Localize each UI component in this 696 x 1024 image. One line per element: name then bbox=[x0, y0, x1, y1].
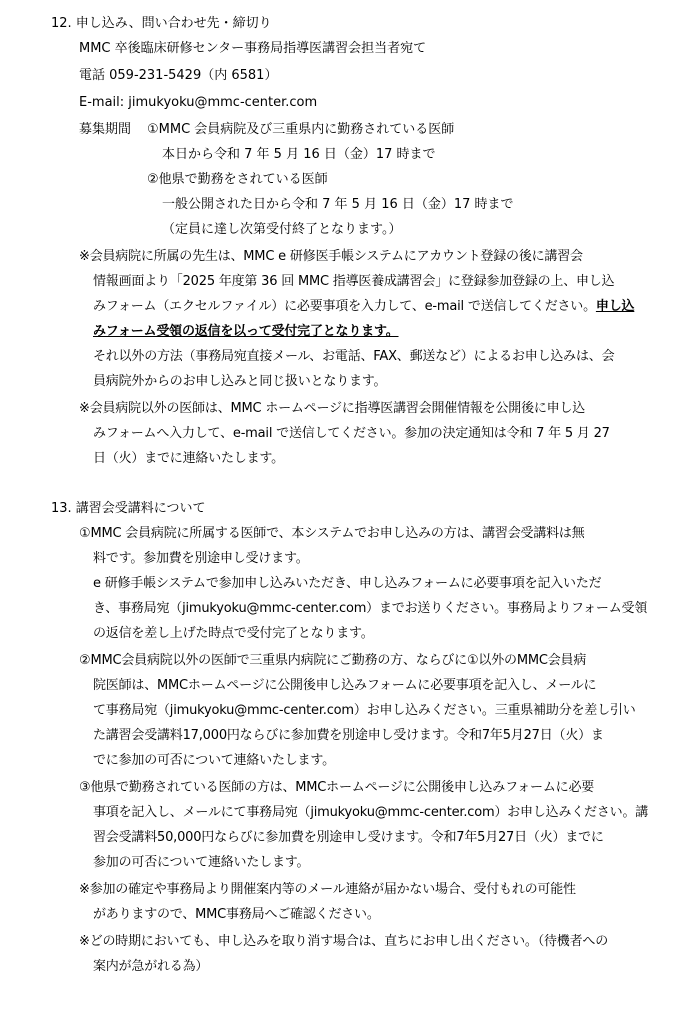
fee-item-3-line-4: 参加の可否について連絡いたします。 bbox=[93, 855, 310, 870]
fee-item-3-line-3: 習会受講料50,000円ならびに参加費を別途申し受けます。令和7年5月27日（火）までに bbox=[93, 830, 604, 845]
section-12-heading: 12. 申し込み、問い合わせ先・締切り bbox=[51, 16, 272, 31]
fee-item-1-line-1: ①MMC 会員病院に所属する医師で、本システムでお申し込みの方は、講習会受講料は無 bbox=[79, 526, 585, 541]
fee-item-2-line-1: ②MMC会員病院以外の医師で三重県内病院にご勤務の方、ならびに①以外のMMC会員病 bbox=[79, 653, 587, 668]
fee-item-1-line-2: 料です。参加費を別途申し受けます。 bbox=[93, 551, 309, 566]
fee-item-2-line-5: でに参加の可否について連絡いたします。 bbox=[93, 753, 335, 768]
note-1-line-3 bbox=[93, 298, 634, 316]
fee-item-3-line-1: ③他県で勤務されている医師の方は、MMCホームページに公開後申し込みフォームに必要 bbox=[79, 780, 595, 795]
period-1-deadline: 本日から令和 7 年 5 月 16 日（金）17 時まで bbox=[162, 147, 436, 162]
fee-item-1-line-5: の返信を差し上げた時点で受付完了となります。 bbox=[93, 626, 374, 641]
note-2-line-2: みフォームへ入力して、e-mail で送信してください。参加の決定通知は令和 7 年 5 月 27 bbox=[93, 426, 610, 441]
fee-item-2-line-2: 院医師は、MMCホームページに公開後申し込みフォームに必要事項を記入し、メールに bbox=[93, 678, 597, 693]
note-1-line-3-text: みフォーム（エクセルファイル）に必要事項を入力して、e-mail で送信してください。 bbox=[93, 299, 596, 314]
fee-note-2-line-1: ※どの時期においても、申し込みを取り消す場合は、直ちにお申し出ください。（待機者への bbox=[79, 934, 608, 949]
fee-note-2-line-2: 案内が急がれる為） bbox=[93, 959, 209, 974]
fee-item-1-line-3: e 研修手帳システムで参加申し込みいただき、申し込みフォームに必要事項を記入いただ bbox=[93, 576, 602, 591]
note-2-line-1: ※会員病院以外の医師は、MMC ホームページに指導医講習会開催情報を公開後に申し込 bbox=[79, 401, 586, 416]
note-1-line-5: それ以外の方法（事務局宛直接メール、お電話、FAX、郵送など）によるお申し込みは、会 bbox=[93, 349, 615, 364]
contact-address: MMC 卒後臨床研修センター事務局指導医講習会担当者宛て bbox=[79, 41, 427, 56]
note-2-line-3: 日（火）までに連絡いたします。 bbox=[93, 451, 284, 466]
note-1-line-6: 員病院外からのお申し込みと同じ扱いとなります。 bbox=[93, 374, 387, 389]
section-13-heading: 13. 講習会受講料について bbox=[51, 501, 206, 516]
fee-note-1-line-1: ※参加の確定や事務局より開催案内等のメール連絡が届かない場合、受付もれの可能性 bbox=[79, 882, 576, 897]
period-2: ②他県で勤務をされている医師 bbox=[147, 172, 328, 187]
contact-email: E-mail: jimukyoku@mmc-center.com bbox=[79, 95, 318, 110]
period-2-deadline: 一般公開された日から令和 7 年 5 月 16 日（金）17 時まで bbox=[162, 197, 514, 212]
period-1: ①MMC 会員病院及び三重県内に勤務されている医師 bbox=[147, 122, 455, 137]
fee-item-2-line-3: て事務局宛（jimukyoku@mmc-center.com）お申し込みください。三重県補助分を差し引い bbox=[93, 703, 636, 718]
note-1-line-1: ※会員病院に所属の先生は、MMC e 研修医手帳システムにアカウント登録の後に講習会 bbox=[79, 249, 583, 264]
period-2-note: （定員に達し次第受付終了となります。） bbox=[162, 222, 402, 237]
fee-item-3-line-2: 事項を記入し、メールにて事務局宛（jimukyoku@mmc-center.com）お申し込みください。講 bbox=[93, 805, 649, 820]
note-1-line-4 bbox=[93, 323, 399, 341]
note-1-line-2: 情報画面より「2025 年度第 36 回 MMC 指導医養成講習会」に登録参加登録の上、申し込 bbox=[93, 274, 615, 289]
note-1-emphasis: みフォーム受領の返信を以って受付完了となります。 bbox=[93, 324, 399, 339]
period-label: 募集期間 bbox=[79, 122, 132, 137]
fee-item-1-line-4: き、事務局宛（jimukyoku@mmc-center.com）までお送りください。事務局よりフォーム受領 bbox=[93, 601, 648, 616]
note-1-emphasis-start: 申し込 bbox=[595, 299, 635, 314]
fee-note-1-line-2: がありますので、MMC事務局へご確認ください。 bbox=[93, 907, 380, 922]
contact-phone: 電話 059-231-5429（内 6581） bbox=[79, 68, 278, 83]
fee-item-2-line-4: た講習会受講料17,000円ならびに参加費を別途申し受けます。令和7年5月27日（火）ま bbox=[93, 728, 604, 743]
